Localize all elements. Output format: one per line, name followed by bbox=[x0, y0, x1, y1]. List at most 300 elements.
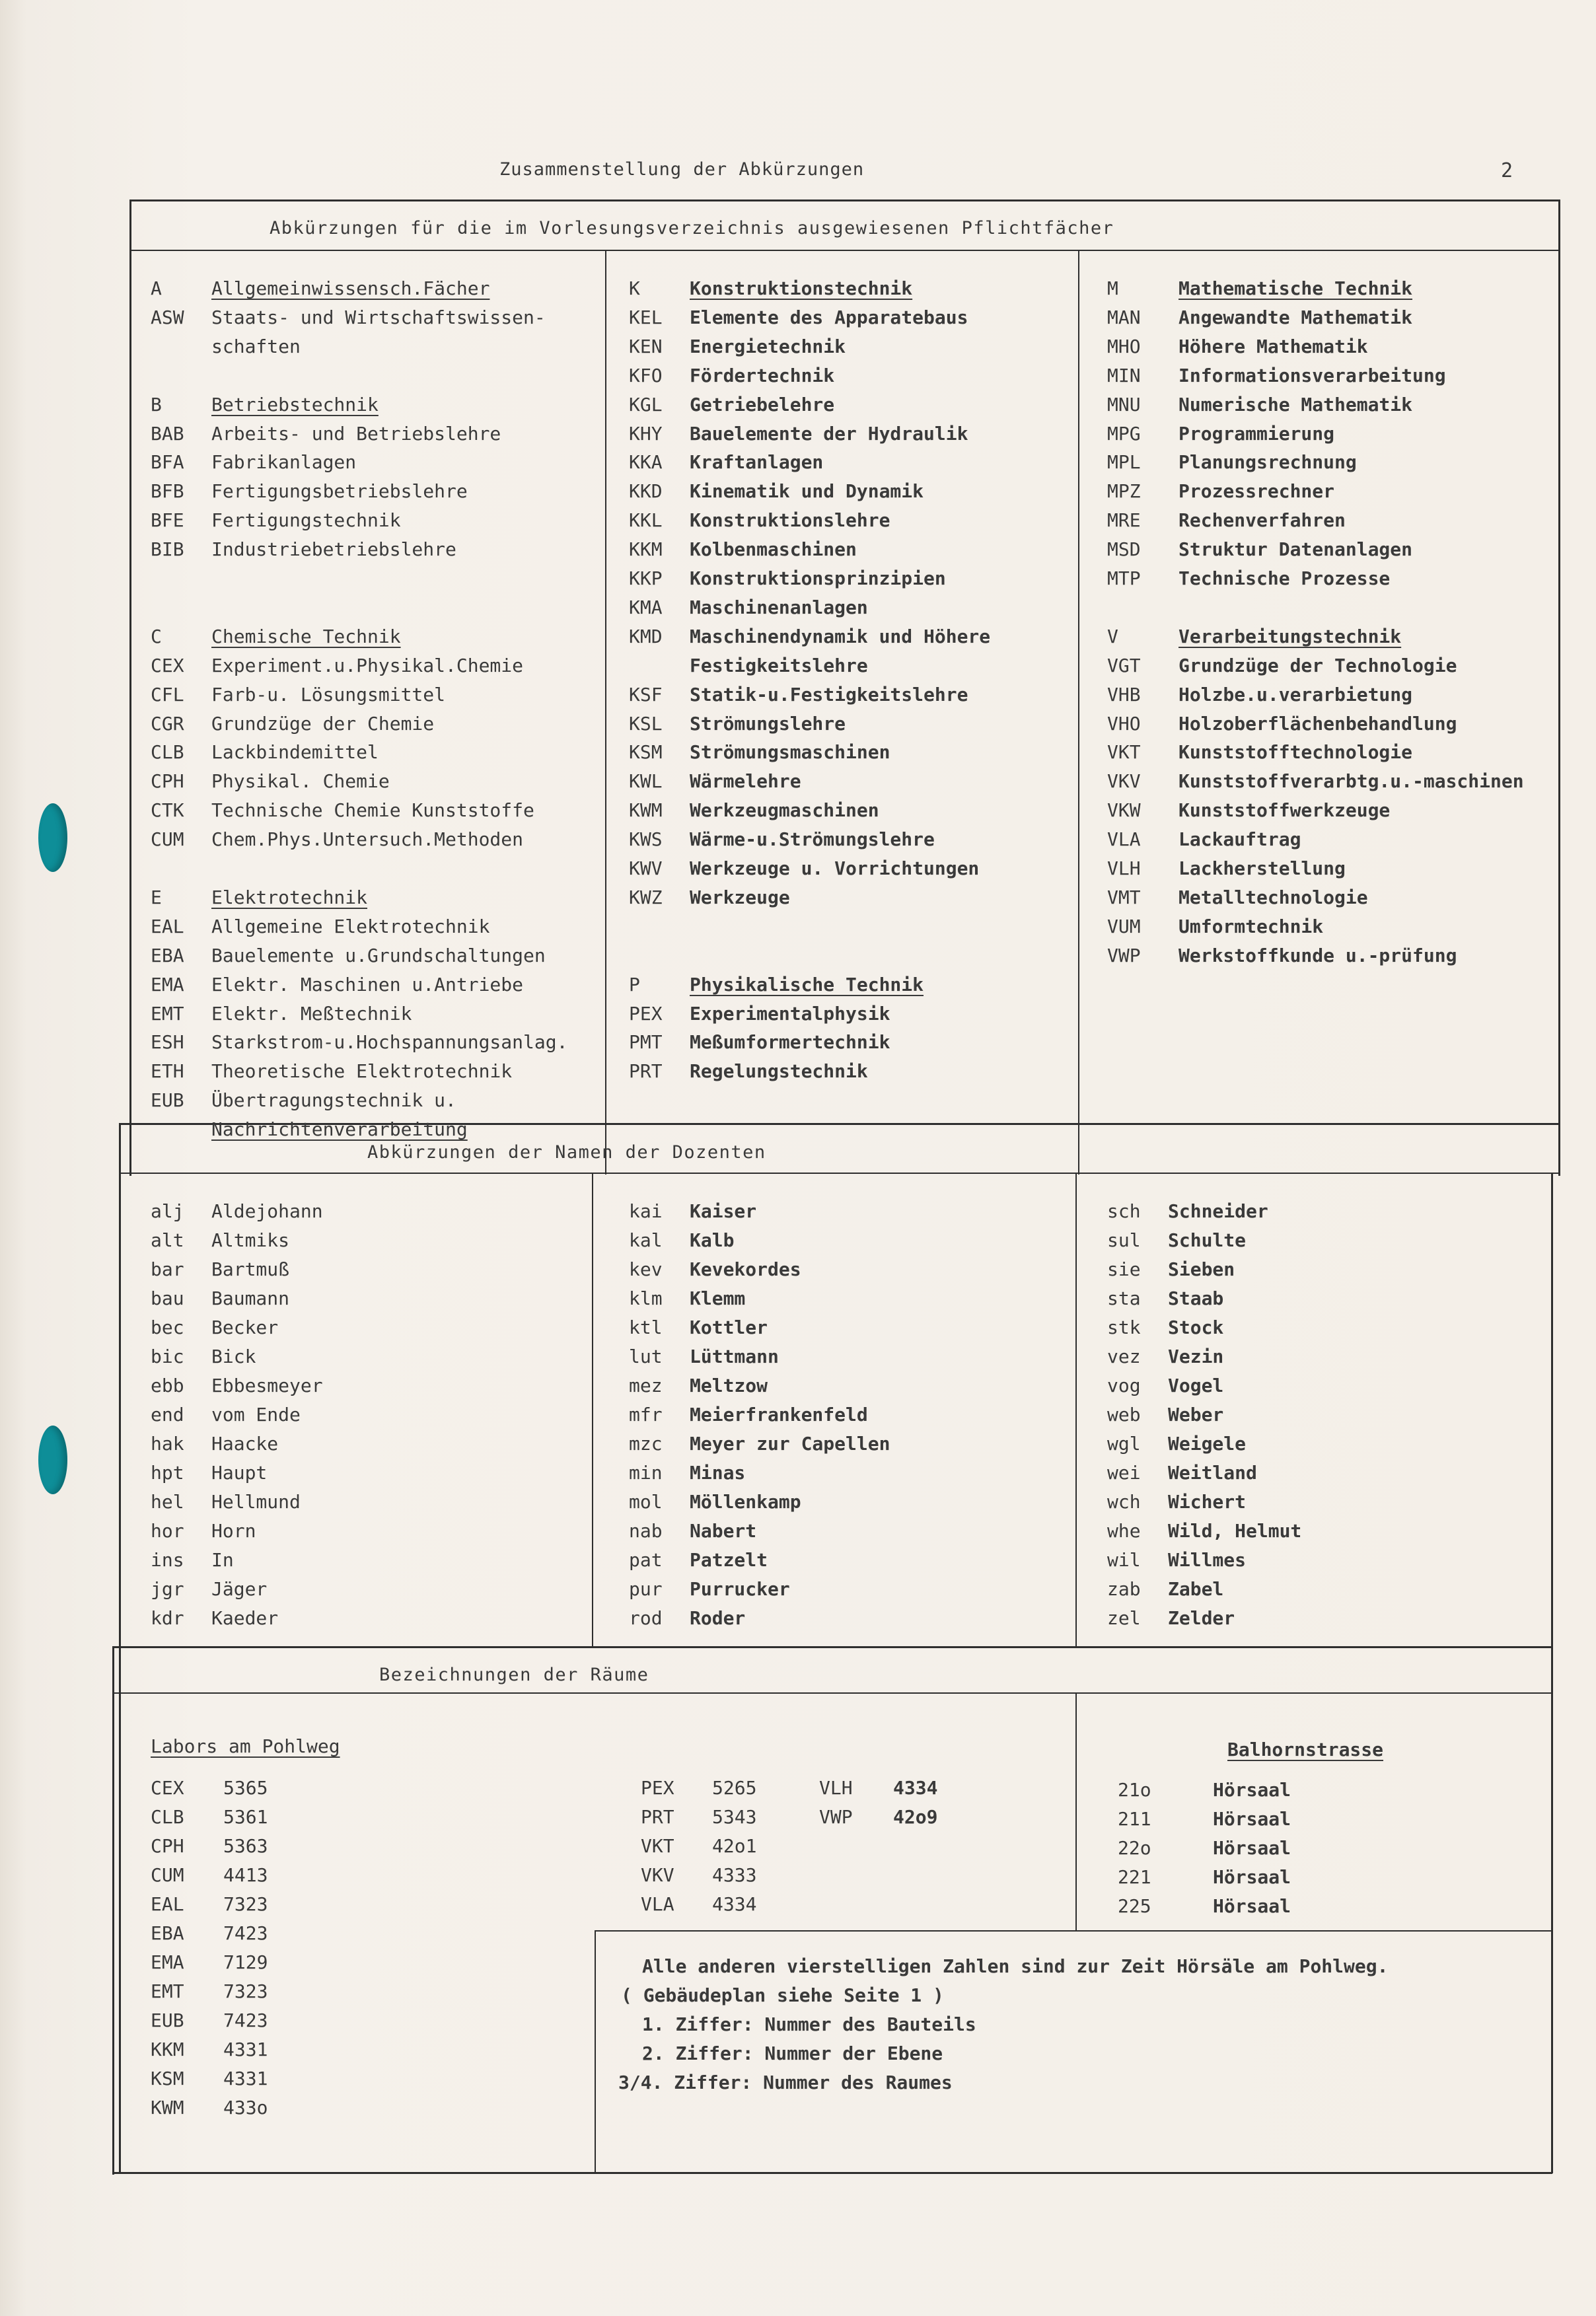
subject-name: Wärmelehre bbox=[690, 770, 801, 793]
subject-name: Planungsrechnung bbox=[1179, 451, 1357, 474]
lab-code: VLA bbox=[641, 1893, 674, 1915]
hall-number: 22o bbox=[1118, 1837, 1151, 1859]
subject-name: Physikal. Chemie bbox=[211, 770, 390, 793]
subject-name: Bauelemente der Hydraulik bbox=[690, 422, 968, 445]
subject-name: Technische Prozesse bbox=[1179, 567, 1391, 589]
hall-number: 21o bbox=[1118, 1779, 1151, 1801]
subject-name: Kolbenmaschinen bbox=[690, 538, 857, 561]
subject-name: Strömungsmaschinen bbox=[690, 741, 890, 764]
raeume-divider bbox=[1075, 1692, 1077, 1930]
subject-code: VGT bbox=[1107, 654, 1141, 676]
doz-divider-2 bbox=[1075, 1173, 1077, 1648]
subject-code: VMT bbox=[1107, 886, 1141, 908]
subject-code: KSL bbox=[629, 712, 663, 735]
subject-code: CTK bbox=[151, 799, 184, 822]
subject-name: Lackauftrag bbox=[1179, 828, 1301, 851]
lecturer-name: Altmiks bbox=[211, 1229, 290, 1251]
lab-room: 4334 bbox=[712, 1893, 757, 1915]
subject-name: Maschinendynamik und Höhere bbox=[690, 625, 991, 647]
subject-name: Staats- und Wirtschaftswissen- bbox=[211, 306, 546, 328]
lab-code: VKV bbox=[641, 1864, 674, 1886]
lecturer-code: ebb bbox=[151, 1375, 184, 1396]
hall-number: 211 bbox=[1118, 1808, 1151, 1830]
lab-code: VWP bbox=[819, 1806, 853, 1828]
subject-name: Werkzeuge bbox=[690, 886, 790, 908]
subject-code: KKM bbox=[629, 538, 663, 561]
subject-code: MAN bbox=[1107, 306, 1141, 328]
subject-name: Höhere Mathematik bbox=[1179, 335, 1368, 357]
subject-name: Starkstrom-u.Hochspannungsanlag. bbox=[211, 1031, 568, 1054]
subject-code: EUB bbox=[151, 1089, 184, 1112]
subject-code: MIN bbox=[1107, 364, 1141, 386]
lecturer-code: mez bbox=[629, 1375, 663, 1396]
hall-number: 225 bbox=[1118, 1895, 1151, 1917]
labors-title: Labors am Pohlweg bbox=[151, 1735, 340, 1757]
note-line: 1. Ziffer: Nummer des Bauteils bbox=[642, 2013, 976, 2035]
lecturer-name: Staab bbox=[1168, 1287, 1224, 1309]
lecturer-code: lut bbox=[629, 1346, 663, 1367]
punch-hole bbox=[38, 803, 67, 872]
subject-code: KKA bbox=[629, 451, 663, 474]
lecturer-code: sie bbox=[1107, 1258, 1141, 1280]
lab-code: EMT bbox=[151, 1980, 184, 2002]
subject-code: ASW bbox=[151, 306, 184, 328]
subject-code: KGL bbox=[629, 393, 663, 416]
lecturer-code: kai bbox=[629, 1200, 663, 1222]
lab-room: 5365 bbox=[223, 1777, 268, 1799]
lecturer-name: Zabel bbox=[1168, 1578, 1224, 1600]
subject-code: KKP bbox=[629, 567, 663, 589]
lecturer-code: alj bbox=[151, 1200, 184, 1222]
subject-code: B bbox=[151, 393, 162, 416]
subject-name: Kunststoffwerkzeuge bbox=[1179, 799, 1391, 822]
lab-code: EAL bbox=[151, 1893, 184, 1915]
lecturer-code: kal bbox=[629, 1229, 663, 1251]
lecturer-code: zab bbox=[1107, 1578, 1141, 1600]
subject-name: Fertigungstechnik bbox=[211, 509, 401, 532]
lecturer-name: Roder bbox=[690, 1607, 746, 1629]
subject-code: CPH bbox=[151, 770, 184, 793]
lecturer-name: Weitland bbox=[1168, 1462, 1257, 1484]
lab-code: VLH bbox=[819, 1777, 853, 1799]
subject-name: Lackherstellung bbox=[1179, 857, 1346, 879]
lab-room: 5361 bbox=[223, 1806, 268, 1828]
lecturer-name: Kevekordes bbox=[690, 1258, 801, 1280]
lecturer-name: Horn bbox=[211, 1520, 256, 1542]
lecturer-name: Kaeder bbox=[211, 1607, 279, 1629]
subject-name: Konstruktionslehre bbox=[690, 509, 890, 532]
lab-room: 42o9 bbox=[893, 1806, 938, 1828]
lecturer-code: bic bbox=[151, 1346, 184, 1367]
subject-name: Bauelemente u.Grundschaltungen bbox=[211, 944, 546, 966]
subject-name: Betriebstechnik bbox=[211, 393, 379, 416]
subject-name: Industriebetriebslehre bbox=[211, 538, 456, 561]
lower-right-line bbox=[1551, 1173, 1553, 2173]
subject-name: Programmierung bbox=[1179, 422, 1335, 445]
lecturer-name: Becker bbox=[211, 1317, 279, 1338]
lab-room: 7423 bbox=[223, 2009, 268, 2031]
lecturer-name: Weber bbox=[1168, 1404, 1224, 1426]
lecturer-code: hak bbox=[151, 1433, 184, 1455]
subject-name: Elektrotechnik bbox=[211, 886, 368, 908]
lab-room: 5363 bbox=[223, 1835, 268, 1857]
lecturer-code: rod bbox=[629, 1607, 663, 1629]
lecturer-name: vom Ende bbox=[211, 1404, 301, 1426]
hall-label: Hörsaal bbox=[1213, 1866, 1291, 1888]
lecturer-name: Willmes bbox=[1168, 1549, 1247, 1571]
subject-name: Elemente des Apparatebaus bbox=[690, 306, 968, 328]
subject-name: Physikalische Technik bbox=[690, 973, 924, 995]
subject-name: Struktur Datenanlagen bbox=[1179, 538, 1413, 561]
subject-name: Numerische Mathematik bbox=[1179, 393, 1413, 416]
note-box-top bbox=[595, 1930, 1552, 1932]
subject-name: Maschinenanlagen bbox=[690, 596, 868, 618]
subject-name: Lackbindemittel bbox=[211, 741, 379, 764]
subject-code: KFO bbox=[629, 364, 663, 386]
lab-code: PEX bbox=[641, 1777, 674, 1799]
lecturer-name: Purrucker bbox=[690, 1578, 790, 1600]
subject-name: Werkzeugmaschinen bbox=[690, 799, 879, 822]
subject-name: Kunststofftechnologie bbox=[1179, 741, 1413, 764]
lecturer-code: whe bbox=[1107, 1520, 1141, 1542]
punch-hole bbox=[38, 1426, 67, 1494]
subject-name: Mathematische Technik bbox=[1179, 277, 1413, 299]
subject-name: Verarbeitungstechnik bbox=[1179, 625, 1402, 647]
subject-name: Holzbe.u.verarbietung bbox=[1179, 683, 1413, 706]
subject-name: Chemische Technik bbox=[211, 625, 401, 647]
subject-name: Experimentalphysik bbox=[690, 1002, 890, 1025]
subject-code: P bbox=[629, 973, 640, 995]
subject-name: schaften bbox=[211, 335, 301, 357]
lecturer-name: Schneider bbox=[1168, 1200, 1268, 1222]
subject-code: ESH bbox=[151, 1031, 184, 1054]
subject-name: Kraftanlagen bbox=[690, 451, 824, 474]
subject-name: Allgemeinwissensch.Fächer bbox=[211, 277, 490, 299]
lab-code: EMA bbox=[151, 1951, 184, 1973]
subject-code: MPZ bbox=[1107, 480, 1141, 503]
subject-code: EMA bbox=[151, 973, 184, 995]
section-divider-raeume-top bbox=[112, 1646, 1552, 1648]
note-line: 3/4. Ziffer: Nummer des Raumes bbox=[618, 2072, 953, 2093]
page-number: 2 bbox=[1501, 159, 1514, 182]
subject-name: Kinematik und Dynamik bbox=[690, 480, 924, 503]
subject-code: VHB bbox=[1107, 683, 1141, 706]
lecturer-code: mzc bbox=[629, 1433, 663, 1455]
subject-code: MRE bbox=[1107, 509, 1141, 532]
subject-code: CFL bbox=[151, 683, 184, 706]
lecturer-code: web bbox=[1107, 1404, 1141, 1426]
subject-name: Übertragungstechnik u. bbox=[211, 1089, 456, 1112]
subject-code: V bbox=[1107, 625, 1118, 647]
subject-code: KMD bbox=[629, 625, 663, 647]
lecturer-code: hpt bbox=[151, 1462, 184, 1484]
lab-code: KWM bbox=[151, 2097, 184, 2118]
subject-name: Meßumformertechnik bbox=[690, 1031, 890, 1054]
lecturer-code: mfr bbox=[629, 1404, 663, 1426]
lecturer-name: Nabert bbox=[690, 1520, 757, 1542]
subject-code: BAB bbox=[151, 422, 184, 445]
lab-room: 4331 bbox=[223, 2039, 268, 2060]
hall-label: Hörsaal bbox=[1213, 1808, 1291, 1830]
subject-code: VKT bbox=[1107, 741, 1141, 764]
subject-name: Arbeits- und Betriebslehre bbox=[211, 422, 501, 445]
lecturer-code: wch bbox=[1107, 1491, 1141, 1513]
subject-name: Wärme-u.Strömungslehre bbox=[690, 828, 935, 851]
balhorn-title: Balhornstrasse bbox=[1227, 1739, 1384, 1760]
lecturer-name: Stock bbox=[1168, 1317, 1224, 1338]
subject-code: CEX bbox=[151, 654, 184, 676]
lecturer-name: Meyer zur Capellen bbox=[690, 1433, 890, 1455]
subject-name: Angewandte Mathematik bbox=[1179, 306, 1413, 328]
subject-code: KKL bbox=[629, 509, 663, 532]
subject-code: VKV bbox=[1107, 770, 1141, 793]
lecturer-name: Minas bbox=[690, 1462, 746, 1484]
lecturer-code: ktl bbox=[629, 1317, 663, 1338]
lecturer-name: Weigele bbox=[1168, 1433, 1247, 1455]
col-divider-2 bbox=[1078, 250, 1079, 1175]
subject-code: VLA bbox=[1107, 828, 1141, 851]
lab-room: 4333 bbox=[712, 1864, 757, 1886]
lecturer-name: Ebbesmeyer bbox=[211, 1375, 323, 1396]
lecturer-name: Hellmund bbox=[211, 1491, 301, 1513]
subject-code: KWM bbox=[629, 799, 663, 822]
subject-name: Technische Chemie Kunststoffe bbox=[211, 799, 534, 822]
lecturer-name: Bick bbox=[211, 1346, 256, 1367]
lab-code: CEX bbox=[151, 1777, 184, 1799]
lecturer-name: Baumann bbox=[211, 1287, 290, 1309]
lecturer-name: Möllenkamp bbox=[690, 1491, 801, 1513]
lecturer-code: end bbox=[151, 1404, 184, 1426]
subject-name: Prozessrechner bbox=[1179, 480, 1335, 503]
lecturer-code: nab bbox=[629, 1520, 663, 1542]
note-box-left bbox=[595, 1930, 596, 2173]
lab-code: KSM bbox=[151, 2068, 184, 2089]
lecturer-code: kev bbox=[629, 1258, 663, 1280]
subject-name: Energietechnik bbox=[690, 335, 846, 357]
subject-code: PRT bbox=[629, 1060, 663, 1083]
header-divider bbox=[129, 250, 1560, 251]
subject-code: A bbox=[151, 277, 162, 299]
subject-name: Strömungslehre bbox=[690, 712, 846, 735]
note-line: 2. Ziffer: Nummer der Ebene bbox=[642, 2043, 943, 2064]
lecturer-name: Zelder bbox=[1168, 1607, 1235, 1629]
subject-code: BFA bbox=[151, 451, 184, 474]
lecturer-name: Meierfrankenfeld bbox=[690, 1404, 868, 1426]
lecturer-name: In bbox=[211, 1549, 234, 1571]
subject-code: MHO bbox=[1107, 335, 1141, 357]
lecturer-code: ins bbox=[151, 1549, 184, 1571]
subject-code: KSM bbox=[629, 741, 663, 764]
raeume-left-line bbox=[112, 1646, 114, 2175]
lecturer-code: vez bbox=[1107, 1346, 1141, 1367]
lecturer-name: Kalb bbox=[690, 1229, 735, 1251]
lecturer-name: Bartmuß bbox=[211, 1258, 290, 1280]
lab-code: CPH bbox=[151, 1835, 184, 1857]
lecturer-code: sta bbox=[1107, 1287, 1141, 1309]
subject-code: KKD bbox=[629, 480, 663, 503]
subject-code: E bbox=[151, 886, 162, 908]
lecturer-name: Vogel bbox=[1168, 1375, 1224, 1396]
subject-code: VKW bbox=[1107, 799, 1141, 822]
lecturer-code: min bbox=[629, 1462, 663, 1484]
note-line: ( Gebäudeplan siehe Seite 1 ) bbox=[621, 1984, 944, 2006]
subject-name: Fertigungsbetriebslehre bbox=[211, 480, 468, 503]
subject-code: MTP bbox=[1107, 567, 1141, 589]
subject-name: Fabrikanlagen bbox=[211, 451, 357, 474]
box-bottom-line bbox=[112, 2172, 1552, 2174]
subject-name: Elektr. Meßtechnik bbox=[211, 1002, 412, 1025]
subject-code: K bbox=[629, 277, 640, 299]
lab-room: 7129 bbox=[223, 1951, 268, 1973]
lecturer-code: mol bbox=[629, 1491, 663, 1513]
lab-code: PRT bbox=[641, 1806, 674, 1828]
subject-name: Regelungstechnik bbox=[690, 1060, 868, 1083]
subject-code: CLB bbox=[151, 741, 184, 764]
doz-divider-1 bbox=[592, 1173, 593, 1648]
lab-room: 7323 bbox=[223, 1893, 268, 1915]
lecturer-name: Sieben bbox=[1168, 1258, 1235, 1280]
subject-name: Metalltechnologie bbox=[1179, 886, 1368, 908]
subject-code: CGR bbox=[151, 712, 184, 735]
subject-code: EMT bbox=[151, 1002, 184, 1025]
subject-code: PMT bbox=[629, 1031, 663, 1054]
lecturer-name: Kottler bbox=[690, 1317, 768, 1338]
lecturer-name: Aldejohann bbox=[211, 1200, 323, 1222]
subject-name: Konstruktionsprinzipien bbox=[690, 567, 946, 589]
lecturer-name: Haacke bbox=[211, 1433, 279, 1455]
note-line: Alle anderen vierstelligen Zahlen sind zur Zeit Hörsäle am Pohlweg. bbox=[642, 1955, 1389, 1977]
subject-name: Farb-u. Lösungsmittel bbox=[211, 683, 446, 706]
subject-code: BFE bbox=[151, 509, 184, 532]
subject-code: VHO bbox=[1107, 712, 1141, 735]
subject-code: BIB bbox=[151, 538, 184, 561]
subject-code: KWZ bbox=[629, 886, 663, 908]
raeume-header: Bezeichnungen der Räume bbox=[379, 1665, 649, 1685]
subject-name: Holzoberflächenbehandlung bbox=[1179, 712, 1457, 735]
subject-name: Statik-u.Festigkeitslehre bbox=[690, 683, 968, 706]
subject-name: Fördertechnik bbox=[690, 364, 835, 386]
section-divider-raeume-head bbox=[112, 1692, 1552, 1694]
lab-room: 4334 bbox=[893, 1777, 938, 1799]
subject-code: KWV bbox=[629, 857, 663, 879]
lab-code: CUM bbox=[151, 1864, 184, 1886]
lab-code: EUB bbox=[151, 2009, 184, 2031]
lecturer-code: alt bbox=[151, 1229, 184, 1251]
lecturer-name: Vezin bbox=[1168, 1346, 1224, 1367]
subject-name: Werkzeuge u. Vorrichtungen bbox=[690, 857, 980, 879]
subject-code: MPG bbox=[1107, 422, 1141, 445]
lecturer-code: stk bbox=[1107, 1317, 1141, 1338]
subject-code: MSD bbox=[1107, 538, 1141, 561]
subject-name: Elektr. Maschinen u.Antriebe bbox=[211, 973, 524, 995]
subject-name: Konstruktionstechnik bbox=[690, 277, 913, 299]
subject-code: VUM bbox=[1107, 915, 1141, 937]
lecturer-name: Meltzow bbox=[690, 1375, 768, 1396]
subject-code: CUM bbox=[151, 828, 184, 851]
subject-code: MNU bbox=[1107, 393, 1141, 416]
subject-code: BFB bbox=[151, 480, 184, 503]
subject-code: KWL bbox=[629, 770, 663, 793]
lab-code: EBA bbox=[151, 1922, 184, 1944]
subject-code: KSF bbox=[629, 683, 663, 706]
hall-number: 221 bbox=[1118, 1866, 1151, 1888]
lecturer-code: wgl bbox=[1107, 1433, 1141, 1455]
lecturer-code: hel bbox=[151, 1491, 184, 1513]
subject-name: Umformtechnik bbox=[1179, 915, 1324, 937]
dozenten-header: Abkürzungen der Namen der Dozenten bbox=[367, 1142, 766, 1163]
lecturer-code: klm bbox=[629, 1287, 663, 1309]
hall-label: Hörsaal bbox=[1213, 1895, 1291, 1917]
lower-left-line bbox=[119, 1123, 121, 2173]
subject-code: VWP bbox=[1107, 944, 1141, 966]
lecturer-name: Wild, Helmut bbox=[1168, 1520, 1302, 1542]
lecturer-name: Kaiser bbox=[690, 1200, 757, 1222]
col-divider-1 bbox=[605, 250, 606, 1175]
lecturer-code: pur bbox=[629, 1578, 663, 1600]
box-right-line bbox=[1558, 199, 1560, 1176]
subject-code: PEX bbox=[629, 1002, 663, 1025]
subject-name: Festigkeitslehre bbox=[690, 654, 868, 676]
lecturer-code: bau bbox=[151, 1287, 184, 1309]
page-title: Zusammenstellung der Abkürzungen bbox=[499, 159, 865, 180]
subject-code: ETH bbox=[151, 1060, 184, 1083]
lecturer-code: bec bbox=[151, 1317, 184, 1338]
lab-room: 4413 bbox=[223, 1864, 268, 1886]
lab-code: KKM bbox=[151, 2039, 184, 2060]
lecturer-code: wil bbox=[1107, 1549, 1141, 1571]
subject-name: Theoretische Elektrotechnik bbox=[211, 1060, 513, 1083]
subject-code: KEN bbox=[629, 335, 663, 357]
lab-room: 433o bbox=[223, 2097, 268, 2118]
subject-code: EAL bbox=[151, 915, 184, 937]
subject-name: Nachrichtenverarbeitung bbox=[211, 1118, 468, 1141]
lecturer-name: Schulte bbox=[1168, 1229, 1247, 1251]
subject-name: Grundzüge der Chemie bbox=[211, 712, 435, 735]
hall-label: Hörsaal bbox=[1213, 1837, 1291, 1859]
subject-name: Getriebelehre bbox=[690, 393, 835, 416]
lecturer-code: zel bbox=[1107, 1607, 1141, 1629]
lab-room: 4331 bbox=[223, 2068, 268, 2089]
subject-code: M bbox=[1107, 277, 1118, 299]
pflicht-header: Abkürzungen für die im Vorlesungsverzeichnis ausgewiesenen Pflichtfächer bbox=[270, 218, 1114, 238]
subject-name: Informationsverarbeitung bbox=[1179, 364, 1446, 386]
subject-code: MPL bbox=[1107, 451, 1141, 474]
lecturer-name: Jäger bbox=[211, 1578, 268, 1600]
subject-name: Kunststoffverarbtg.u.-maschinen bbox=[1179, 770, 1524, 793]
box-top-line bbox=[129, 199, 1560, 201]
lab-room: 42o1 bbox=[712, 1835, 757, 1857]
lecturer-name: Klemm bbox=[690, 1287, 746, 1309]
subject-code: KMA bbox=[629, 596, 663, 618]
lecturer-code: bar bbox=[151, 1258, 184, 1280]
subject-code: KHY bbox=[629, 422, 663, 445]
subject-name: Grundzüge der Technologie bbox=[1179, 654, 1457, 676]
lab-room: 5265 bbox=[712, 1777, 757, 1799]
subject-name: Chem.Phys.Untersuch.Methoden bbox=[211, 828, 524, 851]
subject-code: EBA bbox=[151, 944, 184, 966]
subject-name: Experiment.u.Physikal.Chemie bbox=[211, 654, 524, 676]
lecturer-code: sch bbox=[1107, 1200, 1141, 1222]
subject-name: Allgemeine Elektrotechnik bbox=[211, 915, 490, 937]
subject-code: C bbox=[151, 625, 162, 647]
subject-code: KWS bbox=[629, 828, 663, 851]
lecturer-code: sul bbox=[1107, 1229, 1141, 1251]
lab-room: 7423 bbox=[223, 1922, 268, 1944]
lecturer-name: Patzelt bbox=[690, 1549, 768, 1571]
lecturer-code: pat bbox=[629, 1549, 663, 1571]
subject-name: Rechenverfahren bbox=[1179, 509, 1346, 532]
subject-name: Werkstoffkunde u.-prüfung bbox=[1179, 944, 1457, 966]
